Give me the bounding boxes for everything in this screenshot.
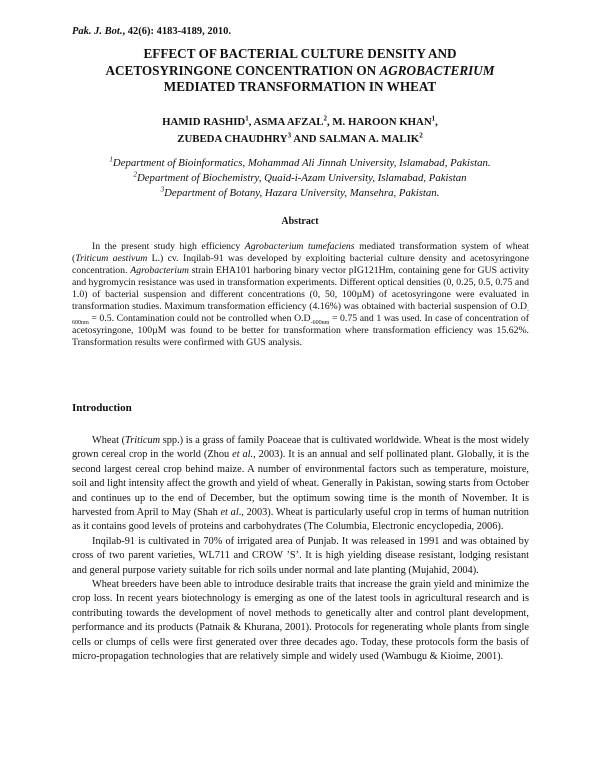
journal-citation — [72, 26, 231, 37]
title-line-3: MEDIATED TRANSFORMATION IN WHEAT — [163, 79, 437, 94]
intro-paragraph-3: Wheat breeders have been able to introduce desirable traits that increase the grain yield and minimize the crop loss. In recent years biotechnology is emerging as one of the latest tools in agricultural research and is contributing towards the development of novel methods to genetically alter and control plant development, performance and its products (Patnaik & Khurana, 2001). Protocols for regenerating whole plants from single cells or clumps of cells were first generated over three decades ago. Today, these protocols form the basis of micro-propagation technologies that are relatively simple and widely used (Wambugu & Kioime, 2001). — [72, 579, 529, 663]
affiliations — [60, 156, 540, 201]
introduction-body — [72, 434, 529, 665]
intro-paragraph-1: Wheat (Triticum spp.) is a grass of family Poaceae that is cultivated worldwide. Wheat is the most widely grown cereal crop in the world (Zhou et al., 2003). It is an annual and self pollinated plant. Globally, it is the second largest cereal crop behind maize. A number of environmental factors such as temperature, moisture, soil and light intensity affect the growth and yield of wheat. Generally in Pakistan, sowing starts from October and continues up to the end of December, but the optimum sowing time is the month of November. It is harvested from April to May (Shah et al., 2003). Wheat is particularly useful crop in terms of human nutrition as it contains good levels of proteins and carbohydrates (The Columbia, Electronic encyclopedia, 2006). — [72, 435, 530, 533]
journal-volume-pages: , 42(6): 4183-4189, 2010. — [122, 26, 231, 37]
journal-name: Pak. J. Bot. — [72, 26, 123, 37]
abstract-heading: Abstract — [281, 216, 319, 227]
paper-title — [60, 46, 540, 96]
introduction-heading: Introduction — [72, 402, 132, 414]
affiliation-3: $^3$Department of Botany, Hazara University, Mansehra, Pakistan. — [160, 185, 440, 199]
title-line-1: EFFECT OF BACTERIAL CULTURE DENSITY AND — [143, 46, 457, 61]
affiliation-1: $^1$Department of Bioinformatics, Mohammad Ali Jinnah University, Islamabad, Pakistan. — [109, 155, 491, 169]
affiliation-2: $^2$Department of Biochemistry, Quaid-i-Azam University, Islamabad, Pakistan — [133, 170, 467, 184]
author-list: HAMID RASHID$^1$, ASMA AFZAL$^2$, M. HAROON KHAN$^1$, ZUBEDA CHAUDHRY$^3$ AND SALMAN A. MALIK$^2$ — [162, 114, 438, 145]
intro-paragraph-2: Inqilab-91 is cultivated in 70% of irrigated area of Punjab. It was released in 1991 and was obtained by cross of two parent varieties, WL711 and CROW ’S’. It is high yielding disease resistant, lodging resistant and general purpose variety suitable for rich soils under normal and late planting (Mujahid, 2004). — [72, 535, 529, 576]
title-line-2: ACETOSYRINGONE CONCENTRATION ON AGROBACTERIUM — [105, 62, 495, 78]
abstract-text: In the present study high efficiency Agrobacterium tumefaciens mediated transformation system of wheat (Triticum aestivum L.) cv. Inqilab-91 was developed by exploiting bacterial culture density and acetosyringone concentration. Agrobacterium strain EHA101 harboring binary vector pIG121Hm, containing gene for GUS activity and hygromycin resistance was used in transformation experiments. Different optical densities (0, 0.25, 0.5, 0.75 and 1.0) of bacterial suspension and different concentrations (0, 50, 100µM) of acetosyringone were evaluated in transformation studies. Maximum transformation efficiency (4.16%) was obtained with bacterial suspension of $O.D_{-600nm} = 0.5$. Contamination could not be controlled when $O.D_{-600nm} = 0.75$ and 1 was used. In case of concentration of acetosyringone, 100µM was found to be better for transformation where transformation efficiency was 15.62%. Transformation results were confirmed with GUS analysis. — [72, 241, 530, 348]
